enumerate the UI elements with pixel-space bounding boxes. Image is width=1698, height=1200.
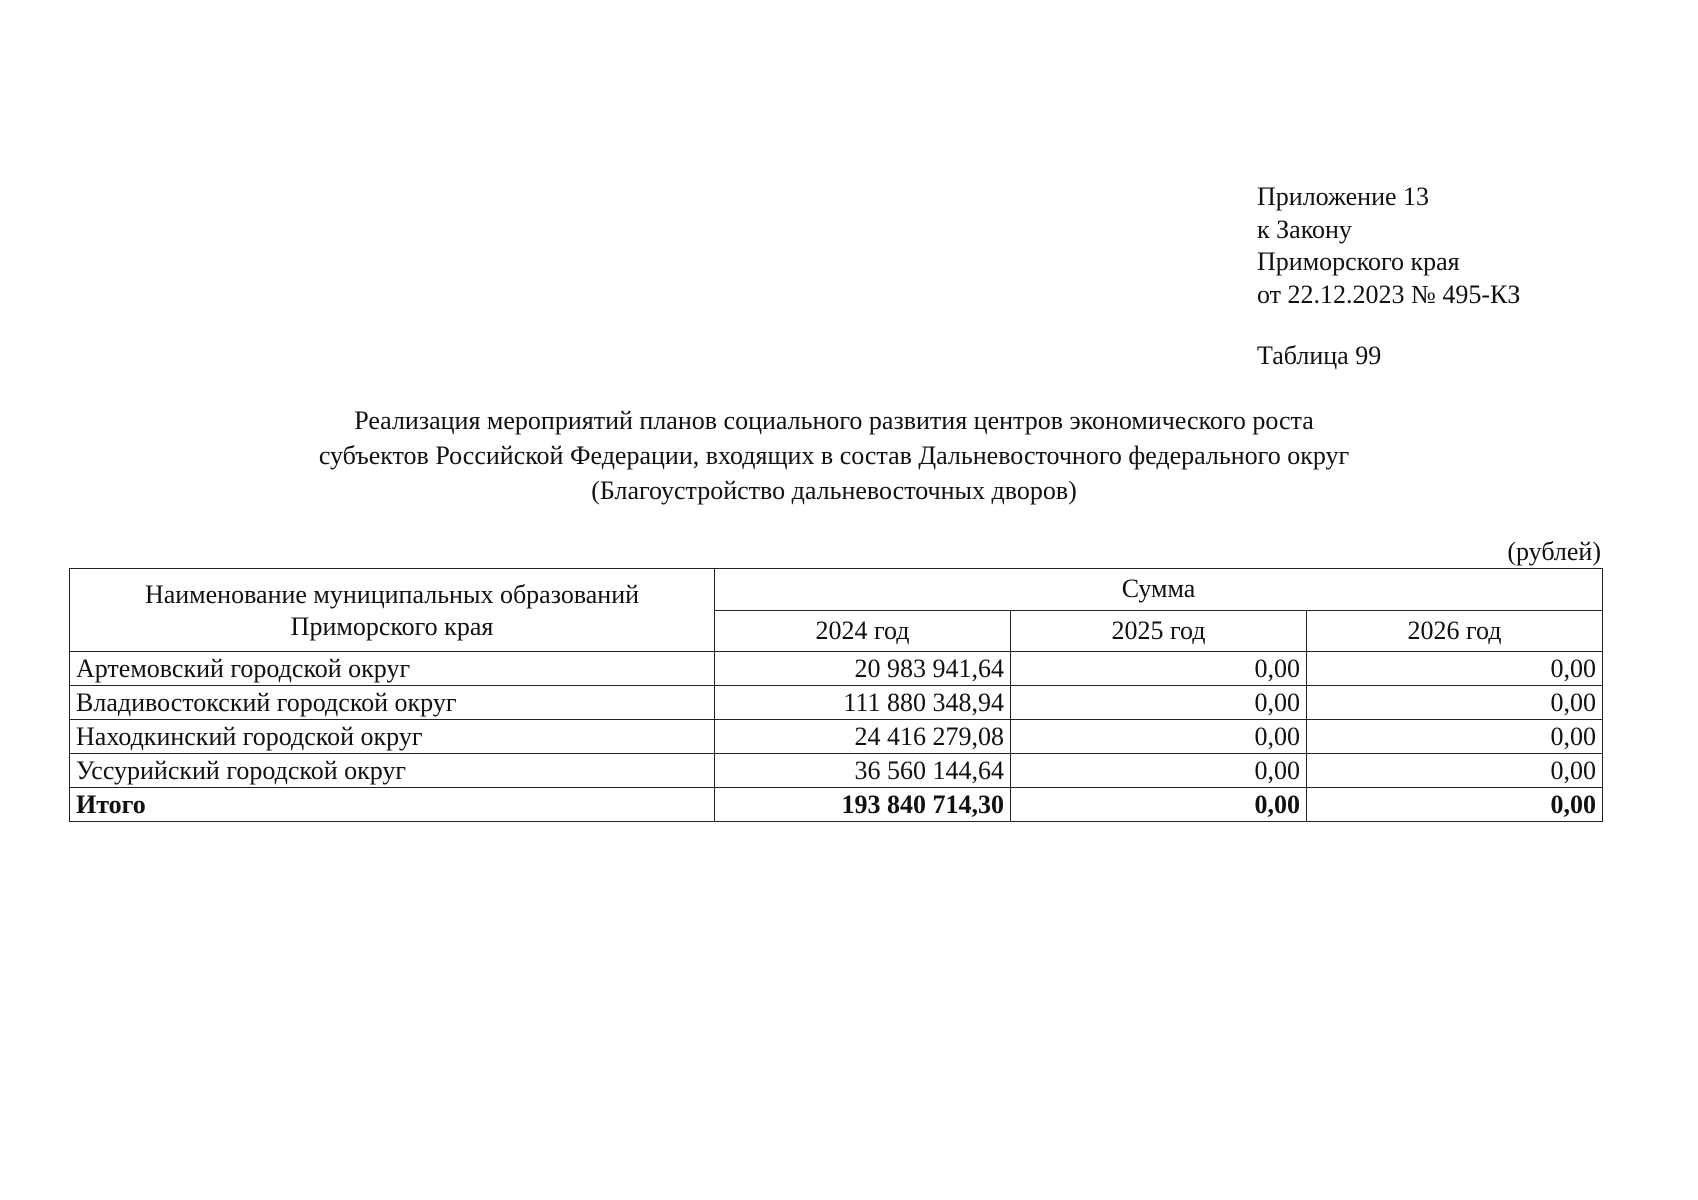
amount-2024-cell: 24 416 279,08 (715, 720, 1011, 754)
total-2025-cell: 0,00 (1011, 788, 1307, 822)
table-row (70, 754, 1603, 788)
appendix-block (1257, 181, 1520, 311)
amount-2026-cell: 0,00 (1307, 754, 1603, 788)
table-total-row (70, 788, 1603, 822)
municipality-name-cell: Владивостокский городской округ (70, 686, 715, 720)
total-2024-cell: 193 840 714,30 (715, 788, 1011, 822)
title-line: Реализация мероприятий планов социального развития центров экономического роста (354, 406, 1314, 435)
table-row (70, 652, 1603, 686)
amount-2025-cell: 0,00 (1011, 652, 1307, 686)
header-name-line: Приморского края (290, 612, 494, 641)
header-year-cell: 2026 год (1307, 610, 1603, 652)
units-label: (рублей) (1507, 537, 1601, 566)
appendix-line: от 22.12.2023 № 495-КЗ (1257, 279, 1521, 309)
table-header-row (70, 569, 1603, 611)
amount-2024-cell: 36 560 144,64 (715, 754, 1011, 788)
amount-2026-cell: 0,00 (1307, 720, 1603, 754)
appendix-line: к Закону (1257, 214, 1352, 244)
amount-2025-cell: 0,00 (1011, 686, 1307, 720)
header-year-cell: 2024 год (715, 610, 1011, 652)
amount-2026-cell: 0,00 (1307, 686, 1603, 720)
table-number: Таблица 99 (1257, 341, 1382, 370)
amount-2025-cell: 0,00 (1011, 754, 1307, 788)
budget-table (69, 568, 1603, 822)
amount-2026-cell: 0,00 (1307, 652, 1603, 686)
header-year-cell: 2025 год (1011, 610, 1307, 652)
municipality-name-cell: Уссурийский городской округ (70, 754, 715, 788)
header-sum-cell: Сумма (715, 569, 1603, 611)
amount-2024-cell: 20 983 941,64 (715, 652, 1011, 686)
title-line: субъектов Российской Федерации, входящих в состав Дальневосточного федерального округ (318, 441, 1350, 470)
appendix-line: Приморского края (1257, 247, 1460, 276)
title-line: (Благоустройство дальневосточных дворов) (591, 476, 1077, 505)
table-row (70, 686, 1603, 720)
total-label-cell: Итого (70, 788, 715, 822)
amount-2025-cell: 0,00 (1011, 720, 1307, 754)
table-row (70, 720, 1603, 754)
total-2026-cell: 0,00 (1307, 788, 1603, 822)
header-name-line: Наименование муниципальных образований (144, 580, 640, 609)
municipality-name-cell: Артемовский городской округ (70, 652, 715, 686)
amount-2024-cell: 111 880 348,94 (715, 686, 1011, 720)
header-name-cell (70, 569, 715, 652)
document-title (69, 403, 1599, 508)
appendix-line: Приложение 13 (1257, 182, 1430, 211)
municipality-name-cell: Находкинский городской округ (70, 720, 715, 754)
